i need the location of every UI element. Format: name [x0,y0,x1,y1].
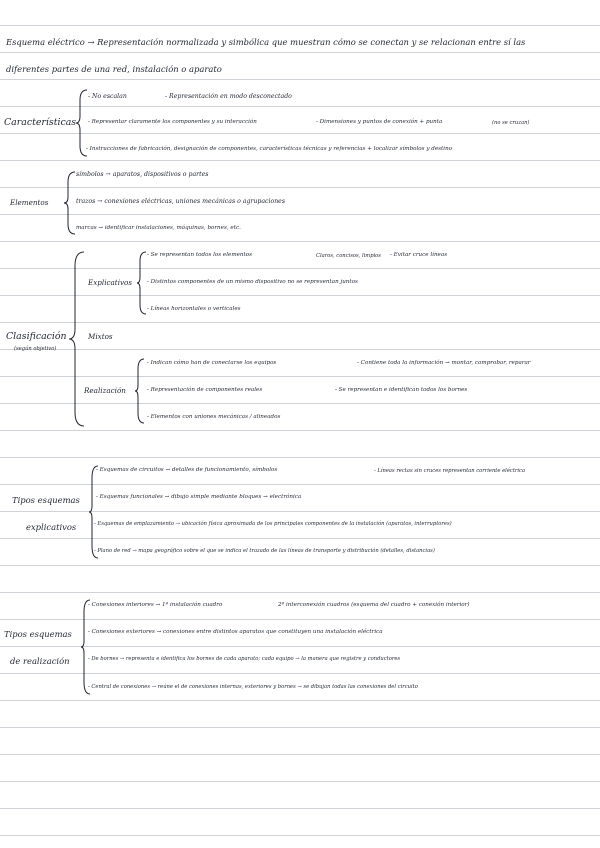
elementos-item-2: trazos → conexiones eléctricas, uniones mecánicas o agrupaciones [76,198,286,205]
tipos-realizacion-item-1a: - Conexiones interiores → 1ª instalación cuadro [88,602,223,608]
tipos-realizacion-brace [80,598,92,696]
realizacion-item-1b: - Contiene toda la información → montar, comprobar, reparar [357,360,531,366]
tipos-realizacion-item-4: - Central de conexiones → reúne el de conexiones internas, exteriores y bornes → se dibujan todas las conexiones del circuito [88,684,418,690]
caracteristicas-item-2b: - Dimensiones y puntos de conexión + punta [316,119,443,125]
elementos-brace [63,170,77,236]
tipos-explicativos-item-1b: - Líneas rectas sin cruces representan corriente eléctrica [374,468,526,474]
explicativos-item-2: - Distintos componentes de un mismo dispositivo no se representan juntos [147,279,358,285]
explicativos-item-3: - Líneas horizontales o verticales [147,306,241,312]
caracteristicas-item-1a: - No escalan [88,93,127,100]
tipos-explicativos-item-2: - Esquemas funcionales → dibujo simple mediante bloques → electrónica [96,494,302,500]
elementos-item-1: símbolos → aparatos, dispositivos o partes [76,171,209,178]
realizacion-brace [134,357,146,425]
explicativos-item-1b: Claros, concisos, limpios [316,253,381,259]
caracteristicas-item-3: - Instrucciones de fabricación, designación de componentes, características técnicas y referencias + localizar símbolos y destino [86,146,453,152]
elementos-item-3: marcas → identificar instalaciones, máquinas, bornes, etc. [76,225,241,231]
realizacion-label: Realización [84,386,126,395]
tipos-explicativos-heading-2: explicativos [26,522,77,532]
intro-line-2: diferentes partes de una red, instalación o aparato [6,64,222,74]
realizacion-item-2a: - Representación de componentes reales [147,387,263,393]
clasificacion-heading: Clasificación [6,331,67,342]
tipos-explicativos-item-1a: - Esquemas de circuitos → detalles de funcionamiento, símbolos [96,467,278,473]
elementos-heading: Elementos [10,198,49,207]
tipos-realizacion-item-1b: 2ª interconexión cuadros (esquema del cuadro + conexión interior) [278,602,470,608]
tipos-explicativos-brace [88,464,100,560]
tipos-realizacion-heading-2: de realización [10,656,70,666]
caracteristicas-item-1b: - Representación en modo desconectado [165,93,292,100]
tipos-realizacion-item-3: - De bornes → representa e identifica los bornes de cada aparato; cada equipo → la manera que registre y conductores [88,656,401,662]
realizacion-item-2b: - Se representan e identifican todos los bornes [335,387,468,393]
caracteristicas-item-2a: - Representar claramente los componentes y su interacción [88,119,257,125]
explicativos-item-1c: - Evitar cruce líneas [390,252,448,258]
clasificacion-brace [68,250,86,428]
clasificacion-subheading: (según objetivo) [14,346,57,352]
intro-line-1: Esquema eléctrico → Representación normalizada y simbólica que muestran cómo se conectan y se relacionan entre sí las [6,37,526,47]
tipos-explicativos-item-3: - Esquemas de emplazamiento → ubicación física aproximada de los principales componentes de la instalación (aparatos, interruptores) [94,521,452,527]
realizacion-item-3: - Elementos con uniones mecánicas / alineados [147,414,281,420]
tipos-explicativos-heading-1: Tipos esquemas [12,495,80,505]
tipos-realizacion-heading-1: Tipos esquemas [4,629,72,639]
caracteristicas-item-2c: (no se cruzan) [492,120,530,126]
caracteristicas-heading: Características [4,117,77,128]
mixtos-label: Mixtos [88,332,113,341]
tipos-realizacion-item-2: - Conexiones exteriores → conexiones entre distintos aparatos que constituyen una instalación eléctrica [88,629,383,635]
explicativos-item-1a: - Se representan todos los elementos [147,252,253,258]
explicativos-label: Explicativos [88,278,133,287]
realizacion-item-1a: - Indican cómo han de conectarse los equipos [147,360,277,366]
tipos-explicativos-item-4: - Plano de red → mapa geográfico sobre el que se indica el trazado de las líneas de transporte y distribución (detalles, distancias) [94,548,435,554]
